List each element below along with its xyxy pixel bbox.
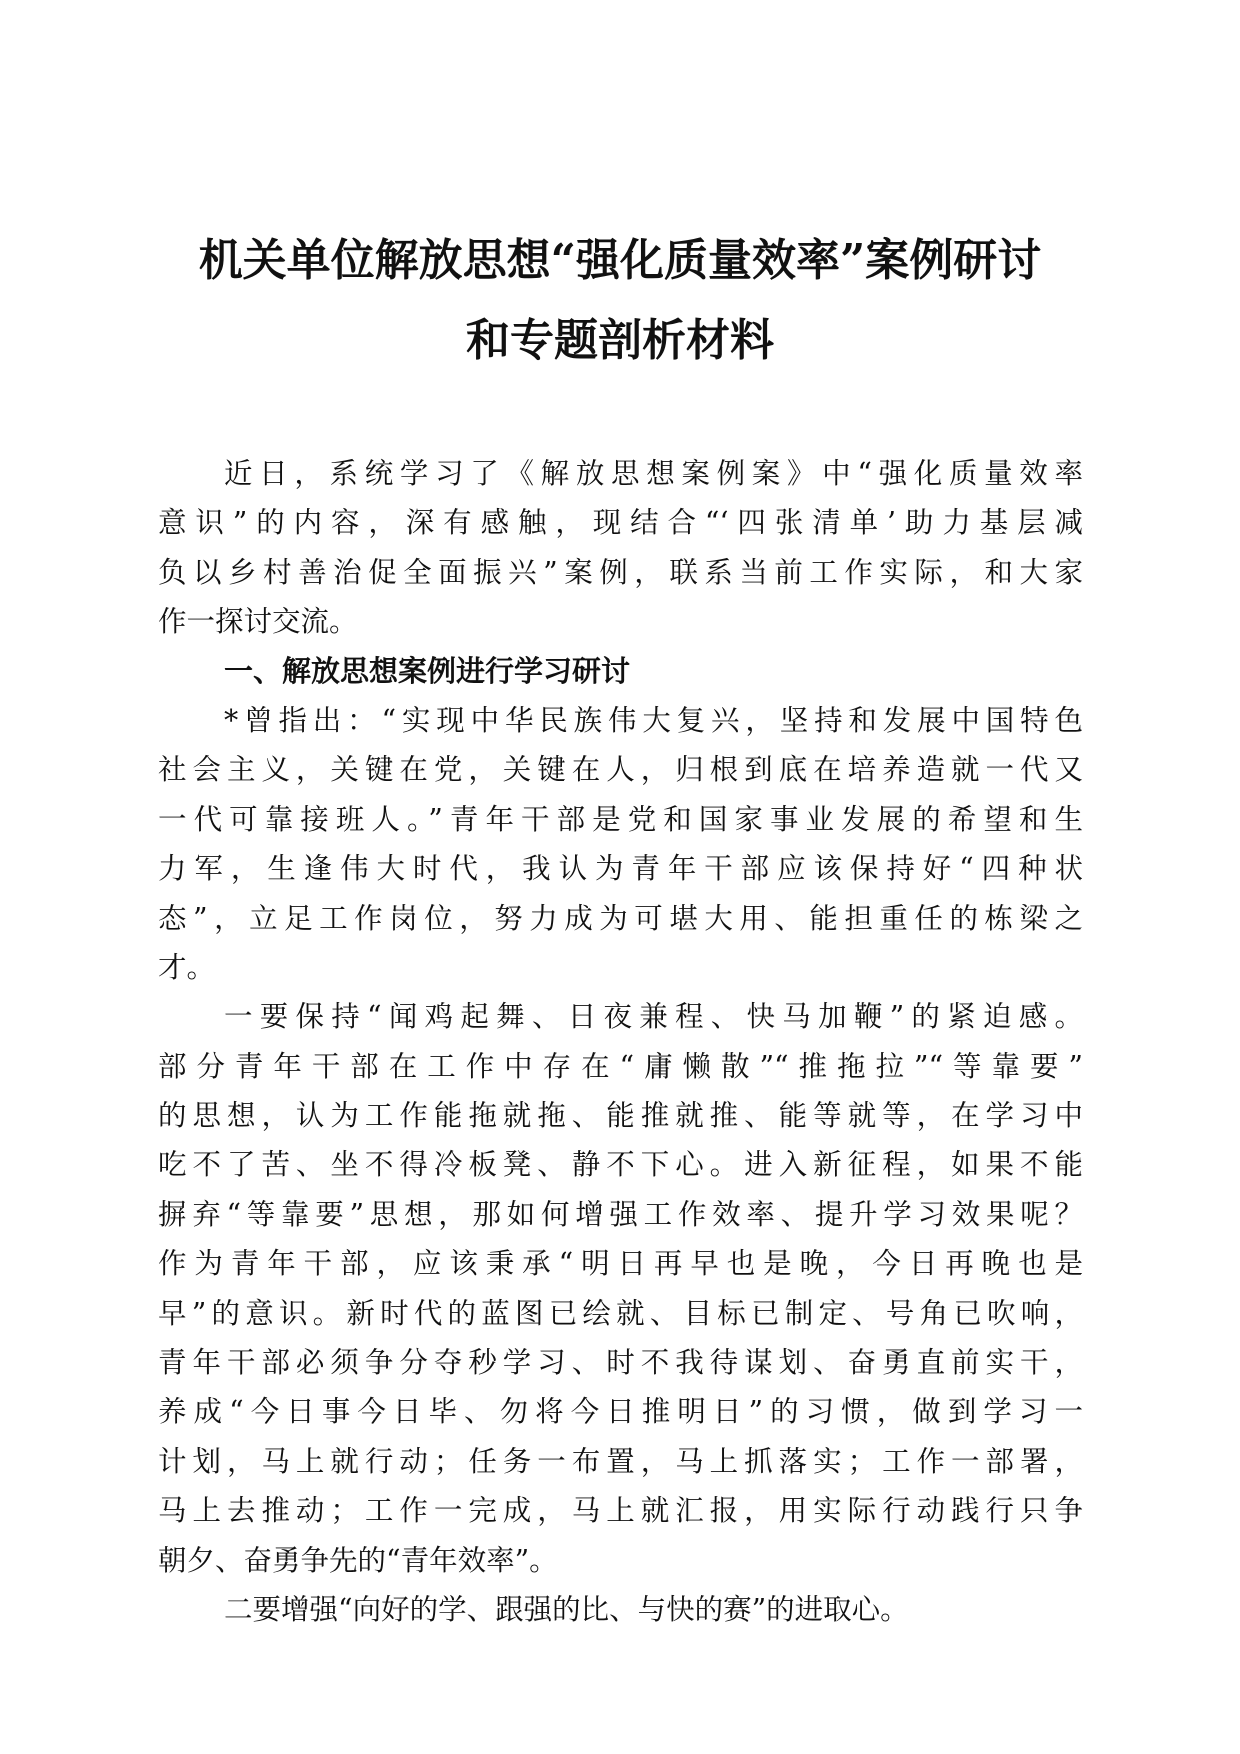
paragraph-line: 早”的意识。新时代的蓝图已绘就、目标已制定、号角已吹响， bbox=[158, 1296, 1083, 1330]
paragraph-line: 一要保持“闻鸡起舞、日夜兼程、快马加鞭”的紧迫感。 bbox=[224, 1000, 1083, 1034]
paragraph-line: 态”，立足工作岗位，努力成为可堪大用、能担重任的栋梁之 bbox=[158, 901, 1083, 935]
section-heading: 一、解放思想案例进行学习研讨 bbox=[224, 653, 631, 688]
paragraph-line: 才。 bbox=[158, 950, 216, 984]
paragraph-line: 力军，生逢伟大时代，我认为青年干部应该保持好“四种状 bbox=[158, 852, 1083, 886]
paragraph-line: 青年干部必须争分夺秒学习、时不我待谋划、奋勇直前实干， bbox=[158, 1346, 1083, 1380]
paragraph-line: 负以乡村善治促全面振兴”案例，联系当前工作实际，和大家 bbox=[158, 555, 1083, 589]
paragraph-line: 作为青年干部，应该秉承“明日再早也是晚，今日再晚也是 bbox=[158, 1247, 1083, 1281]
paragraph-line: 一代可靠接班人。”青年干部是党和国家事业发展的希望和生 bbox=[158, 802, 1083, 836]
paragraph-line: 吃不了苦、坐不得冷板凳、静不下心。进入新征程，如果不能 bbox=[158, 1148, 1083, 1182]
paragraph-line: 马上去推动；工作一完成，马上就汇报，用实际行动践行只争 bbox=[158, 1494, 1083, 1528]
paragraph-line: 养成“今日事今日毕、勿将今日推明日”的习惯，做到学习一 bbox=[158, 1395, 1083, 1429]
document-title-line-2: 和专题剖析材料 bbox=[466, 315, 774, 366]
paragraph-line: 朝夕、奋勇争先的“青年效率”。 bbox=[158, 1543, 558, 1577]
paragraph-line: 计划，马上就行动；任务一布置，马上抓落实；工作一部署， bbox=[158, 1444, 1083, 1478]
paragraph-line: 意识”的内容，深有感触，现结合“‘四张清单’助力基层减 bbox=[158, 506, 1083, 540]
paragraph-line: 的思想，认为工作能拖就拖、能推就推、能等就等，在学习中 bbox=[158, 1099, 1083, 1133]
paragraph-line: 部分青年干部在工作中存在“庸懒散”“推拖拉”“等靠要” bbox=[158, 1049, 1083, 1083]
paragraph-line: 社会主义，关键在党，关键在人，归根到底在培养造就一代又 bbox=[158, 753, 1083, 787]
paragraph-line: 作一探讨交流。 bbox=[158, 605, 358, 639]
document-body bbox=[158, 449, 1083, 1634]
paragraph-line: *曾指出：“实现中华民族伟大复兴，坚持和发展中国特色 bbox=[224, 703, 1083, 737]
paragraph-line: 近日，系统学习了《解放思想案例案》中“强化质量效率 bbox=[224, 457, 1083, 490]
document-title-line-1: 机关单位解放思想“强化质量效率”案例研讨 bbox=[198, 235, 1042, 286]
paragraph-line: 摒弃“等靠要”思想，那如何增强工作效率、提升学习效果呢？ bbox=[158, 1197, 1083, 1231]
paragraph-line: 二要增强“向好的学、跟强的比、与快的赛”的进取心。 bbox=[224, 1592, 909, 1626]
